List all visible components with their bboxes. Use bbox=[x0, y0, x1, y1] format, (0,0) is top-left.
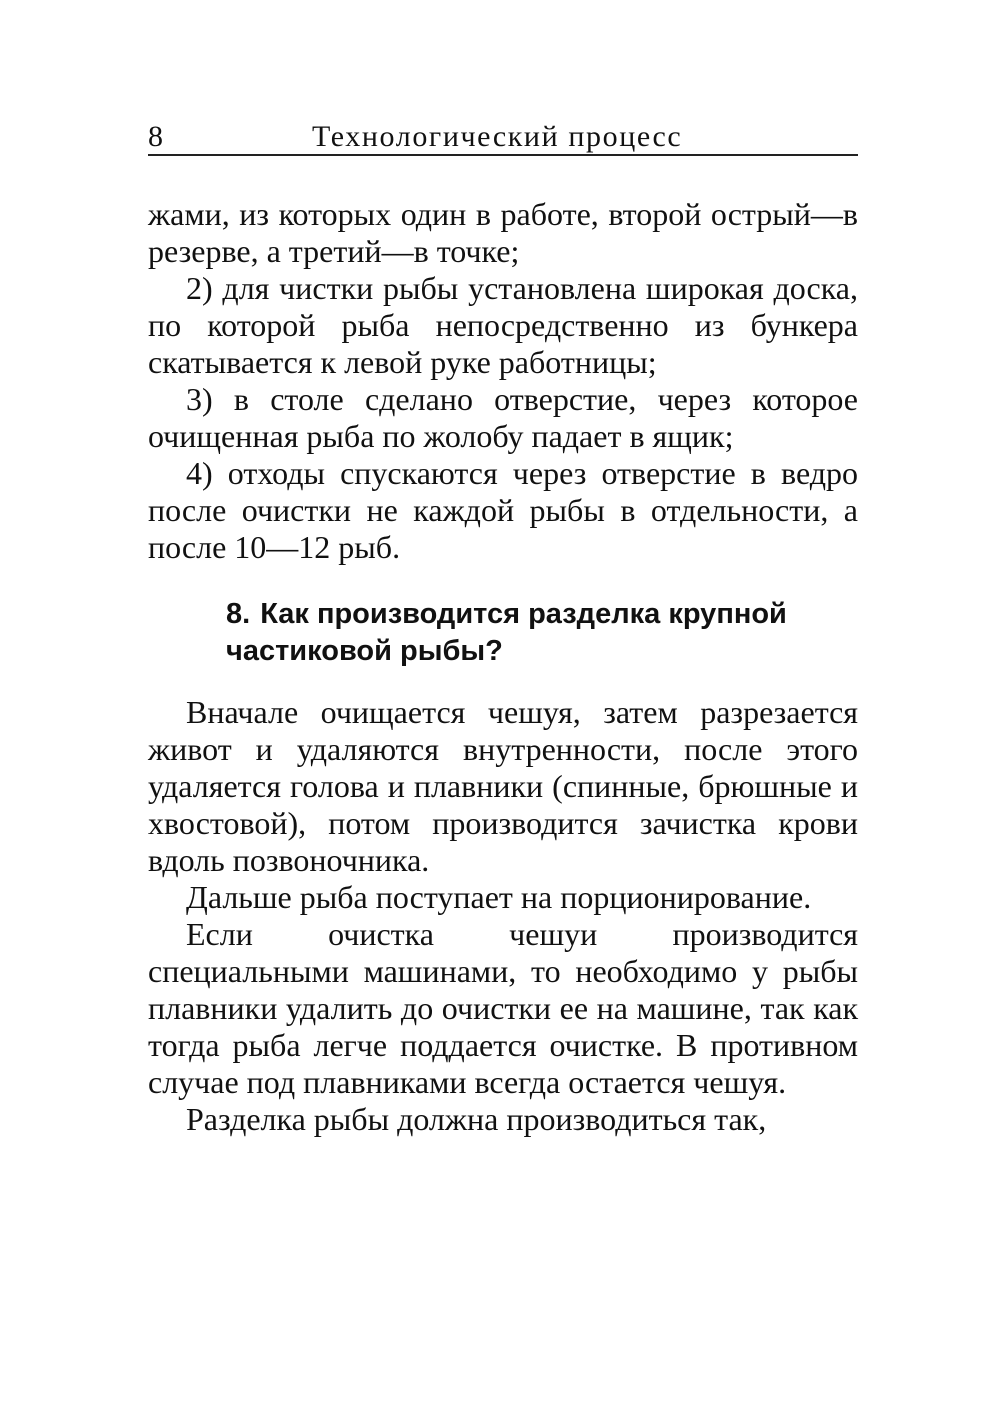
paragraph-continuation: жами, из которых один в работе, второй острый—в резерве, а третий—в точке; bbox=[148, 196, 858, 269]
section-title: Как производится разделка крупной частиковой рыбы? bbox=[226, 598, 787, 667]
body-text bbox=[148, 196, 858, 1138]
list-item-3: 3) в столе сделано отверстие, через которое очищенная рыба по жолобу падает в ящик; bbox=[148, 381, 858, 454]
paragraph-cutting-continued: Разделка рыбы должна производиться так, bbox=[186, 1101, 767, 1137]
running-head bbox=[148, 112, 858, 156]
paragraph-portioning: Дальше рыба поступает на порционирование. bbox=[186, 879, 812, 915]
page-number: 8 bbox=[148, 120, 164, 153]
book-page bbox=[148, 112, 858, 1138]
section-number: 8. bbox=[226, 598, 251, 630]
section-heading bbox=[226, 596, 858, 670]
paragraph-scale-machines: Если очистка чешуи производится специальными машинами, то необходимо у рыбы плавники удалить до очистки ее на машине, так как тогда рыба легче поддается очистке. В противном случае под плавниками всегда остается чешуя. bbox=[148, 916, 858, 1100]
running-title: Технологический процесс bbox=[312, 120, 683, 153]
paragraph-cutting-order: Вначале очищается чешуя, затем разрезается живот и удаляются внутренности, после этого удаляется голова и плавники (спинные, брюшные и хвостовой), потом производится зачистка крови вдоль позвоночника. bbox=[148, 694, 858, 878]
list-item-2: 2) для чистки рыбы установлена широкая доска, по которой рыба непосредственно из бункера скатывается к левой руке работницы; bbox=[148, 270, 858, 380]
list-item-4: 4) отходы спускаются через отверстие в ведро после очистки не каждой рыбы в отдельности, а после 10—12 рыб. bbox=[148, 455, 858, 565]
